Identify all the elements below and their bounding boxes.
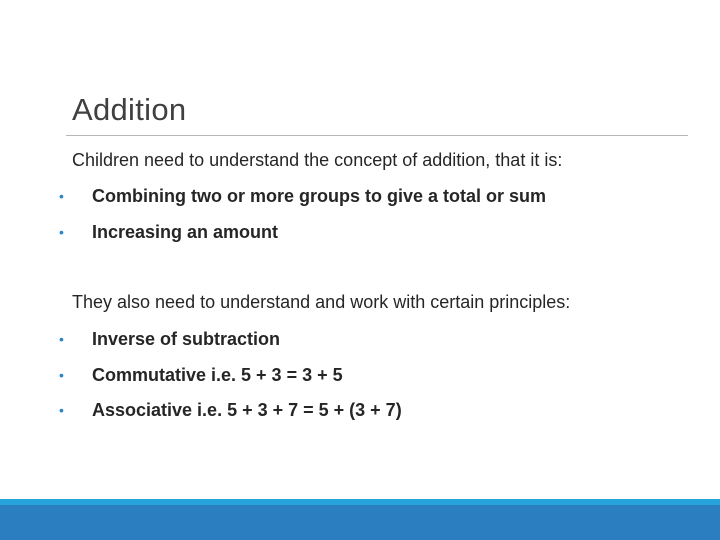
bullet-text: Increasing an amount	[92, 222, 279, 242]
bullet-text: Commutative i.e. 5 + 3 = 3 + 5	[92, 365, 343, 385]
bullet-dot-icon: •	[59, 402, 64, 418]
footer-band	[0, 505, 720, 540]
bullet-dot-icon: •	[59, 224, 64, 240]
bullet-item-commutative	[56, 363, 343, 387]
bullet-text: Associative i.e. 5 + 3 + 7 = 5 + (3 + 7)	[92, 400, 402, 420]
bullet-dot-icon: •	[59, 367, 64, 383]
bullet-text: Combining two or more groups to give a total or sum	[92, 186, 547, 206]
title-divider	[66, 135, 688, 136]
bullet-dot-icon: •	[59, 188, 64, 204]
intro-text: Children need to understand the concept of addition, that it is:	[72, 150, 563, 170]
bullet-item-associative	[56, 398, 402, 422]
bullet-item-combining	[56, 184, 546, 208]
bullet-item-increasing	[56, 220, 278, 244]
bullet-text: Inverse of subtraction	[92, 329, 281, 349]
slide-title: Addition	[72, 92, 187, 127]
bullet-dot-icon: •	[59, 331, 64, 347]
principles-intro-text: They also need to understand and work with certain principles:	[72, 292, 571, 312]
bullet-item-inverse	[56, 327, 280, 351]
